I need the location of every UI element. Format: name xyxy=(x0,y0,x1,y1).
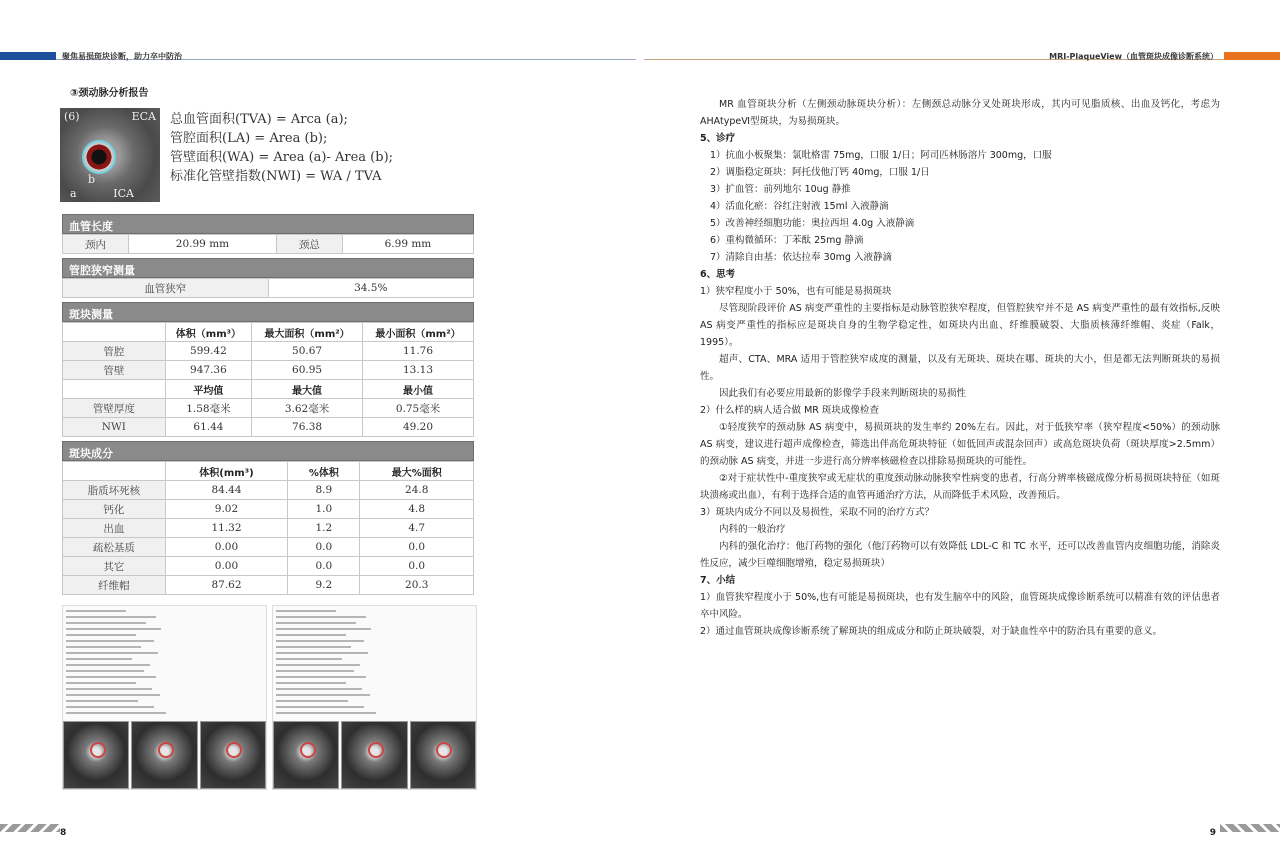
formula-list xyxy=(170,110,393,186)
paragraph: 1）血管狭窄程度小于 50%,也有可能是易损斑块，也有发生脑卒中的风险，血管斑块成像诊断系统可以精准有效的评估患者卒中风险。 xyxy=(700,592,1220,620)
mri-thumbnail xyxy=(410,721,476,789)
table-header-cell: 最大值 xyxy=(252,380,363,399)
table-cell xyxy=(63,323,166,342)
table-cell: 599.42 xyxy=(165,342,251,361)
table-cell: 11.32 xyxy=(165,519,287,538)
table-row xyxy=(63,399,474,418)
paragraph: 3）斑块内成分不同以及易损性，采取不同的治疗方式？ xyxy=(700,507,935,518)
header-accent-left xyxy=(0,52,56,60)
ica-label: ICA xyxy=(113,187,134,200)
table-row xyxy=(63,576,474,595)
header-title-left: 聚焦易损斑块诊断，助力卒中防治 xyxy=(62,52,182,61)
area-a-label: a xyxy=(70,187,77,200)
table-header-cell: 最大%面积 xyxy=(360,462,474,481)
composition-table xyxy=(62,461,474,595)
area-b-label: b xyxy=(88,173,96,186)
table-cell: 49.20 xyxy=(363,418,474,437)
paragraph: 尽管现阶段评价 AS 病变严重性的主要指标是动脉管腔狭窄程度，但管腔狭窄并不是 AS 病变严重性的最有效指标,反映 AS 病变严重性的指标应是斑块自身的生物学稳定性，如斑块内出血、纤维膜破裂、大脂质核薄纤维帽、炎症（Falk，1995）。 xyxy=(700,303,1220,348)
paragraph: 1）狭窄程度小于 50%，也有可能是易损斑块 xyxy=(700,286,892,297)
table-cell: 0.00 xyxy=(165,538,287,557)
table-cell: 0.75毫米 xyxy=(363,399,474,418)
table-row xyxy=(63,538,474,557)
paragraph: 5）改善神经细胞功能：奥拉西坦 4.0g 入液静滴 xyxy=(710,218,915,229)
table-cell xyxy=(63,462,166,481)
analysis-tables xyxy=(62,210,474,595)
formula-nwi: 标准化管壁指数(NWI) = WA / TVA xyxy=(170,169,382,184)
table-row xyxy=(63,500,474,519)
paragraph: 内科的强化治疗：他汀药物的强化（他汀药物可以有效降低 LDL-C 和 TC 水平，还可以改善血管内皮细胞功能，消除炎性反应，减少巨噬细胞增殖，稳定易损斑块） xyxy=(700,541,1220,569)
table-cell: 24.8 xyxy=(360,481,474,500)
vessel-contour xyxy=(82,140,116,174)
table-cell: 0.0 xyxy=(360,557,474,576)
image-number-label: (6) xyxy=(64,110,80,123)
report-thumbnails xyxy=(63,721,266,789)
table-cell: 4.8 xyxy=(360,500,474,519)
report-screenshot-strip xyxy=(62,605,484,790)
table-cell: 1.2 xyxy=(288,519,360,538)
table-cell: 钙化 xyxy=(63,500,166,519)
table-cell: 20.99 mm xyxy=(128,235,276,254)
paragraph: 2）什么样的病人适合做 MR 斑块成像检查 xyxy=(700,405,879,416)
table-cell: 管腔 xyxy=(63,342,166,361)
vessel-length-table xyxy=(62,234,474,254)
table-cell: 0.00 xyxy=(165,557,287,576)
paragraph: ②对于症状性中-重度狭窄或无症状的重度颈动脉动脉狭窄性病变的患者，行高分辨率核磁成像分析易损斑块特征（如斑块溃疡或出血），有利于选择合适的血管再通治疗方法，从而降低手术风险，改善预后。 xyxy=(700,473,1220,501)
paragraph: 1）抗血小板聚集：氯吡格雷 75mg，口服 1/日；阿司匹林肠溶片 300mg，口服 xyxy=(710,150,1052,161)
table-cell: 6.99 mm xyxy=(342,235,473,254)
stenosis-table xyxy=(62,278,474,298)
table-cell: 11.76 xyxy=(363,342,474,361)
report-text-lines xyxy=(66,610,186,722)
mri-thumbnail xyxy=(200,721,266,789)
table-cell: NWI xyxy=(63,418,166,437)
report-panel-left xyxy=(62,605,267,790)
eca-label: ECA xyxy=(131,110,156,123)
header-title-right: MRI-PlaqueView（血管斑块成像诊断系统） xyxy=(1049,52,1218,61)
footer-stripes-left xyxy=(0,824,60,832)
paragraph: 7、小结 xyxy=(700,575,736,586)
paragraph: MR 血管斑块分析（左侧颈动脉斑块分析）：左侧颈总动脉分叉处斑块形成，其内可见脂质核、出血及钙化，考虑为 AHAtypeⅥ型斑块，为易损斑块。 xyxy=(700,99,1220,127)
paragraph: 内科的一般治疗 xyxy=(719,524,786,535)
mri-cross-section-image xyxy=(60,108,160,202)
formula-la: 管腔面积(LA) = Area (b); xyxy=(170,131,328,146)
table-cell: 管壁厚度 xyxy=(63,399,166,418)
footer-stripes-right xyxy=(1220,824,1280,832)
vessel-length-title: 血管长度 xyxy=(62,214,474,234)
table-cell: 纤维帽 xyxy=(63,576,166,595)
table-cell: 34.5% xyxy=(268,279,474,298)
mri-thumbnail xyxy=(273,721,339,789)
paragraph: ①轻度狭窄的颈动脉 AS 病变中，易损斑块的发生率约 20%左右。因此，对于低狭窄率（狭窄程度<50%）的颈动脉 AS 病变，建议进行超声成像检查，筛选出伴高危斑块特征（如低回声或混杂回声）或高危斑块负荷（斑块厚度>2.5mm）的颈动脉 AS 病变，并进一步进行高分辨率核磁检查以排除易损斑块的可能性。 xyxy=(700,422,1220,467)
table-cell: 0.0 xyxy=(360,538,474,557)
table-cell: 脂质坏死核 xyxy=(63,481,166,500)
table-cell: 颈总 xyxy=(276,235,342,254)
table-row xyxy=(63,519,474,538)
table-row xyxy=(63,557,474,576)
table-cell xyxy=(63,380,166,399)
plaque-measure-title: 斑块测量 xyxy=(62,302,474,322)
table-header-cell: %体积 xyxy=(288,462,360,481)
table-cell: 颈内 xyxy=(63,235,129,254)
report-panel-right xyxy=(272,605,477,790)
table-cell: 1.0 xyxy=(288,500,360,519)
table-header-row xyxy=(63,323,474,342)
table-cell: 出血 xyxy=(63,519,166,538)
table-cell: 4.7 xyxy=(360,519,474,538)
table-header-cell: 最小值 xyxy=(363,380,474,399)
paragraph: 2）通过血管斑块成像诊断系统了解斑块的组成成分和防止斑块破裂，对于缺血性卒中的防治具有重要的意义。 xyxy=(700,626,1163,637)
table-header-cell: 平均值 xyxy=(165,380,251,399)
paragraph: 因此我们有必要应用最新的影像学手段来判断斑块的易损性 xyxy=(719,388,967,399)
paragraph: 超声、CTA、MRA 适用于管腔狭窄成度的测量，以及有无斑块、斑块在哪、斑块的大小，但是都无法判断斑块的易损性。 xyxy=(700,354,1220,382)
mri-thumbnail xyxy=(131,721,197,789)
page-number-right: 9 xyxy=(1209,828,1216,838)
right-page-body xyxy=(700,96,1220,640)
table-cell: 9.02 xyxy=(165,500,287,519)
table-header-row xyxy=(63,462,474,481)
table-row xyxy=(63,418,474,437)
table-cell: 9.2 xyxy=(288,576,360,595)
table-cell: 50.67 xyxy=(252,342,363,361)
table-cell: 其它 xyxy=(63,557,166,576)
table-cell: 8.9 xyxy=(288,481,360,500)
section-heading: ③颈动脉分析报告 xyxy=(70,88,149,99)
formula-wa: 管壁面积(WA) = Area (a)- Area (b); xyxy=(170,150,394,165)
paragraph: 2）调脂稳定斑块：阿托伐他汀钙 40mg，口服 1/日 xyxy=(710,167,930,178)
table-header-row xyxy=(63,380,474,399)
report-thumbnails xyxy=(273,721,476,789)
table-cell: 60.95 xyxy=(252,361,363,380)
table-cell: 84.44 xyxy=(165,481,287,500)
table-cell: 947.36 xyxy=(165,361,251,380)
header-accent-right xyxy=(1224,52,1280,60)
paragraph: 7）清除自由基：依达拉奉 30mg 入液静滴 xyxy=(710,252,892,263)
table-header-cell: 体积(mm³) xyxy=(165,462,287,481)
stenosis-title: 管腔狭窄测量 xyxy=(62,258,474,278)
table-cell: 0.0 xyxy=(288,538,360,557)
page-number-left: 8 xyxy=(60,828,67,838)
table-cell: 1.58毫米 xyxy=(165,399,251,418)
table-header-cell: 体积（mm³） xyxy=(165,323,251,342)
paragraph: 6）重构微循环：丁苯酞 25mg 静滴 xyxy=(710,235,864,246)
plaque-measure-table xyxy=(62,322,474,437)
mri-thumbnail xyxy=(63,721,129,789)
table-row xyxy=(63,342,474,361)
table-row xyxy=(63,235,474,254)
composition-title: 斑块成分 xyxy=(62,441,474,461)
table-cell: 61.44 xyxy=(165,418,251,437)
table-cell: 76.38 xyxy=(252,418,363,437)
paragraph: 5、诊疗 xyxy=(700,133,736,144)
table-header-cell: 最大面积（mm²） xyxy=(252,323,363,342)
table-cell: 3.62毫米 xyxy=(252,399,363,418)
table-row xyxy=(63,361,474,380)
table-cell: 0.0 xyxy=(288,557,360,576)
table-header-cell: 最小面积（mm²） xyxy=(363,323,474,342)
paragraph: 6、思考 xyxy=(700,269,736,280)
mri-thumbnail xyxy=(341,721,407,789)
table-cell: 87.62 xyxy=(165,576,287,595)
table-cell: 13.13 xyxy=(363,361,474,380)
formula-tva: 总血管面积(TVA) = Arca (a); xyxy=(170,112,348,127)
paragraph: 4）活血化瘀：谷红注射液 15ml 入液静滴 xyxy=(710,201,889,212)
paragraph: 3）扩血管：前列地尔 10ug 静推 xyxy=(710,184,851,195)
table-cell: 管壁 xyxy=(63,361,166,380)
table-row xyxy=(63,481,474,500)
table-cell: 血管狭窄 xyxy=(63,279,269,298)
table-cell: 20.3 xyxy=(360,576,474,595)
table-row xyxy=(63,279,474,298)
report-text-lines xyxy=(276,610,396,722)
table-cell: 疏松基质 xyxy=(63,538,166,557)
